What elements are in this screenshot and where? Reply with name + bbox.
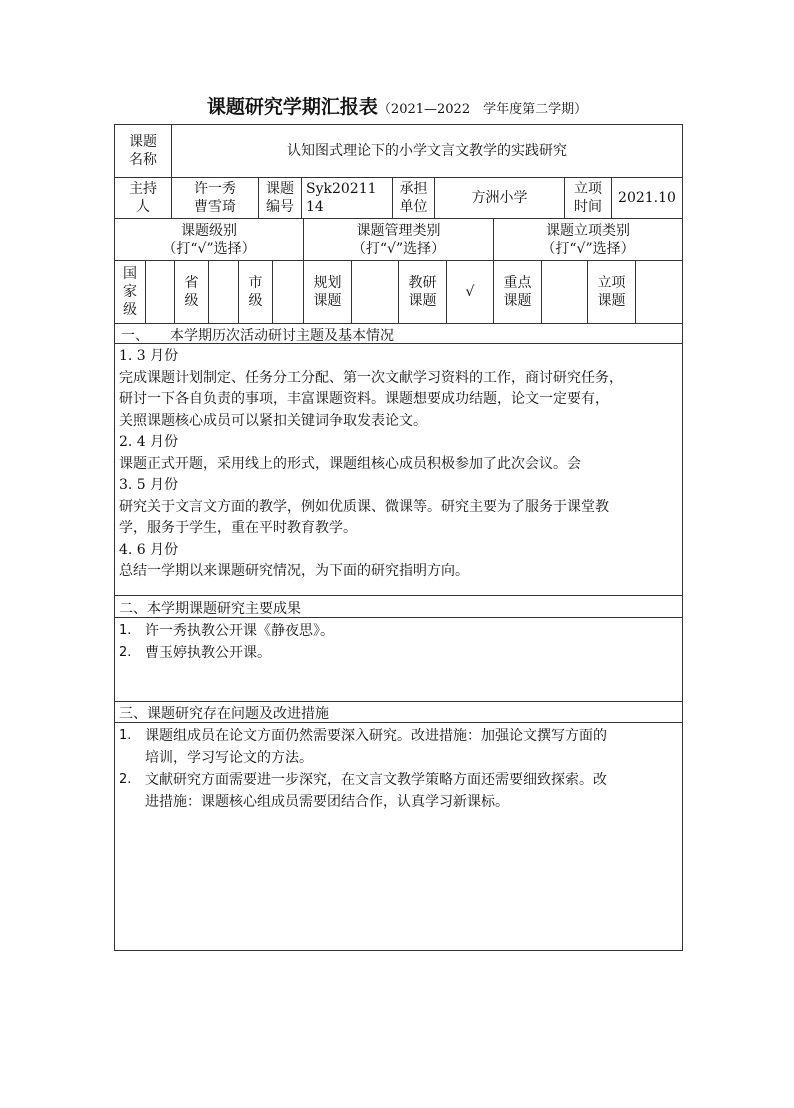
topic-info-row [115,178,682,219]
form-title-main: 课题研究学期汇报表 [206,96,378,118]
section1-line: 4. 6 月份 [119,541,179,558]
section1-line: 3. 5 月份 [119,477,179,493]
unit-label: 承担 单位 [392,178,434,218]
topic-code: Syk20211 14 [301,178,392,218]
report-table [114,124,683,951]
list-item: 2. 文献研究方面需要进一步深究，在文言文教学策略方面还需要细致探索。改 进措施：课题核心组成员需要团结合作，认真学习新课标。 [119,772,607,810]
project-header: 课题立项类别 （打“√”选择） [493,219,682,260]
form-title [0,92,794,119]
section1-line: 1. 3 月份 [119,348,179,364]
section1-line: 研究关于文言文方面的教学，例如优质课、微课等。研究主要为了服务于课堂教 [119,498,609,515]
provincial-level-check[interactable] [208,261,238,323]
list-item: 1. 许一秀执教公开课《静夜思》。 [119,623,334,639]
list-item: 2. 曹玉婷执教公开课。 [119,645,271,661]
host-label: 主持 人 [129,181,157,215]
section1-line: 关照课题核心成员可以紧扣关键词争取发表论文。 [119,412,427,429]
manage-header: 课题管理类别 （打“√”选择） [303,219,493,260]
form-title-term: （2021—2022 学年度第二学期） [377,102,588,117]
section1-line: 2. 4 月份 [119,434,179,450]
national-level-check[interactable] [145,261,174,323]
national-level-label: 国 家 级 [123,266,137,318]
section1-heading-row [115,324,682,344]
section2-heading: 二、本学期课题研究主要成果 [119,601,301,617]
section1-content [119,346,674,583]
city-level-label: 市 级 [238,261,272,323]
category-header-row [115,219,682,261]
section3-body [115,723,682,950]
level-header: 课题级别 （打“√”选择） [162,222,256,257]
topic-name-row [115,125,682,178]
section1-line: 完成课题计划制定、任务分工分配、第一次文献学习资料的工作，商讨研究任务， [119,369,623,386]
plan-topic-label: 规划 课题 [303,261,351,323]
section1-line: 总结一学期以来课题研究情况，为下面的研究指明方向。 [119,563,469,579]
section1-body [115,344,682,596]
approved-topic-label: 立项 课题 [587,261,635,323]
section2-body [115,618,682,702]
section3-heading: 三、课题研究存在问题及改进措施 [119,706,329,722]
section1-heading: 一、 本学期历次活动研讨主题及基本情况 [121,328,394,344]
city-level-check[interactable] [272,261,303,323]
host-names: 许一秀 曹雪琦 [171,178,258,218]
section1-line: 研讨一下各自负责的事项，丰富课题资料。课题想要成功结题，论文一定要有， [119,391,609,407]
code-label: 课题 编号 [258,178,301,218]
date-value: 2021.10 [611,178,682,218]
topic-name-value: 认知图式理论下的小学文言文教学的实践研究 [171,125,682,177]
section3-heading-row [115,702,682,723]
unit-value: 方洲小学 [434,178,564,218]
date-label: 立项 时间 [564,178,611,218]
research-topic-check[interactable]: √ [446,261,493,323]
topic-name-label: 课题 名称 [129,134,157,168]
key-topic-check[interactable] [541,261,587,323]
section2-heading-row [115,596,682,618]
achievements-list [119,620,674,664]
list-item: 1. 课题组成员在论文方面仍然需要深入研究。改进措施：加强论文撰写方面的 培训，学习写论文的方法。 [119,728,607,766]
research-topic-label: 教研 课题 [398,261,446,323]
plan-topic-check[interactable] [351,261,398,323]
section1-line: 学，服务于学生，重在平时教育教学。 [119,520,357,536]
issues-list [119,725,674,813]
section1-line: 课题正式开题，采用线上的形式，课题组核心成员积极参加了此次会议。会 [119,455,581,472]
provincial-level-label: 省 级 [174,261,208,323]
key-topic-label: 重点 课题 [493,261,541,323]
approved-topic-check[interactable] [635,261,682,323]
category-check-row [115,261,682,324]
